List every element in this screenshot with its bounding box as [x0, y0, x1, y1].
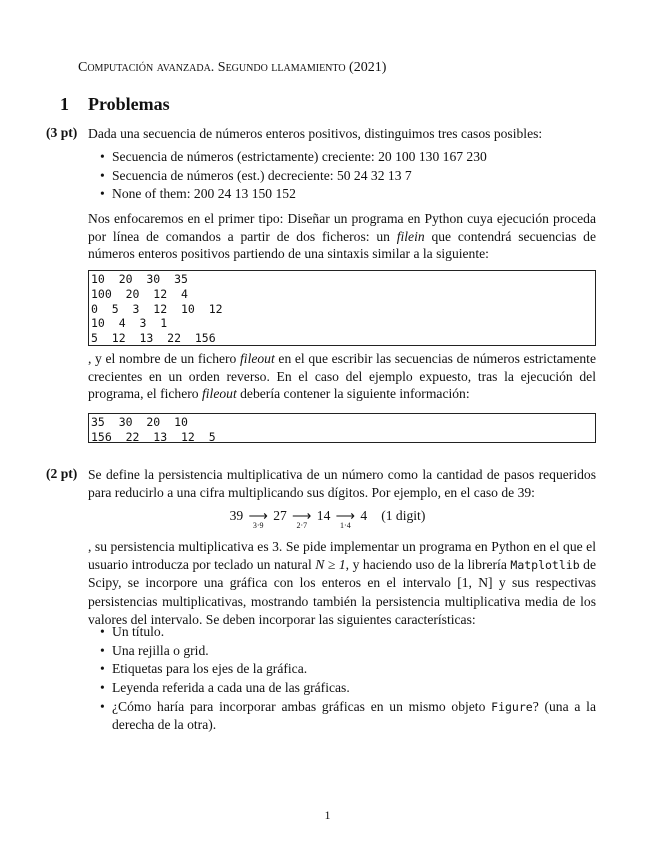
fileout-term: fileout	[240, 351, 275, 366]
code-line: 100 20 12 4	[91, 286, 188, 301]
list-item: • Etiquetas para los ejes de la gráfica.	[100, 660, 596, 679]
arrow-icon: ⟶ 3·9	[246, 508, 270, 524]
formula-step: 27	[273, 508, 287, 523]
problem1-points: (3 pt)	[46, 125, 78, 140]
list-item: • None of them: 200 24 13 150 152	[100, 185, 487, 204]
formula-step: 39	[229, 508, 244, 523]
arrow-label: 1·4	[340, 521, 351, 530]
problem1-cases-list	[100, 148, 487, 204]
arrow-icon: ⟶ 2·7	[290, 508, 314, 524]
math: N ≥ 1	[315, 557, 346, 573]
text: , y el nombre de un fichero	[88, 351, 241, 366]
arrow-label: 3·9	[252, 521, 264, 530]
formula-note: (1 digit)	[381, 508, 426, 523]
text: que contendrá secuencias de números enteros positivos partiendo de una sintaxis similar a la siguiente:	[88, 228, 596, 261]
text: y sus respectivas persistencias multiplicativas, mostrando también la persistencia multiplicativa media de los valores del intervalo. Se deben incorporar las siguientes características:	[88, 575, 597, 627]
text: , y haciendo uso de la librería	[345, 557, 511, 573]
section-heading	[60, 94, 170, 115]
text: en el que escribir las secuencias de números estrictamente crecientes en un orden reverso. En el caso del ejemplo expuesto, tras la ejecución del programa, el fichero	[88, 351, 596, 401]
text: , su persistencia multiplicativa es 3. Se pide implementar un programa en Python en el que el usuario introducza por teclado un natural	[88, 539, 596, 573]
section-number: 1	[60, 94, 69, 114]
list-item	[100, 698, 596, 733]
problem2-intro: Se define la persistencia multiplicativa de un número como la cantidad de pasos requeridos para reducirlo a una cifra multiplicando sus dígitos. Por ejemplo, en el caso de 39:	[88, 467, 596, 500]
filein-term: filein	[396, 228, 425, 244]
problem1-paragraph-2	[88, 350, 596, 403]
text: debería contener la siguiente información:	[236, 386, 470, 401]
output-example-box	[88, 413, 596, 443]
code-line: 0 5 3 12 10 12	[91, 301, 223, 316]
problem2-points: (2 pt)	[46, 466, 78, 481]
list-item: • Una rejilla o grid.	[100, 642, 596, 661]
code-line: 156 22 13 12 5	[91, 429, 216, 444]
arrow-icon: ⟶ 1·4	[333, 508, 357, 524]
text: de Scipy, se incorpore una gráfica con los enteros en el intervalo	[88, 557, 596, 591]
running-header: Computación avanzada. Segundo llamamiento (2021)	[78, 60, 387, 75]
text: ¿Cómo haría para incorporar ambas gráficas en un mismo objeto	[112, 698, 492, 714]
problem2-paragraph	[88, 538, 596, 629]
list-item: • Secuencia de números (estrictamente) creciente: 20 100 130 167 230	[100, 148, 487, 167]
text: ? (una a la derecha de la otra).	[112, 698, 596, 732]
list-item: • Leyenda referida a cada una de las gráficas.	[100, 679, 596, 698]
formula-step: 14	[316, 508, 331, 523]
persistence-formula	[0, 508, 655, 530]
page-number: 1	[324, 808, 331, 822]
input-example-box	[88, 270, 596, 346]
list-item: • Un título.	[100, 623, 596, 642]
section-title: Problemas	[88, 94, 170, 114]
code-term: Figure	[491, 699, 533, 714]
fileout-term: fileout	[201, 386, 237, 401]
code-line: 10 4 3 1	[91, 316, 168, 331]
problem1-paragraph-1	[88, 210, 596, 263]
formula-step: 4	[360, 508, 368, 523]
code-line: 5 12 13 22 156	[91, 331, 216, 346]
code-line: 35 30 20 10	[91, 415, 188, 429]
problem2-features-list	[100, 623, 596, 733]
arrow-label: 2·7	[296, 521, 308, 530]
list-item: • Secuencia de números (est.) decreciente: 50 24 32 13 7	[100, 167, 487, 186]
library-name: Matplotlib	[510, 558, 580, 573]
problem1-intro: Dada una secuencia de números enteros positivos, distinguimos tres casos posibles:	[88, 126, 543, 141]
text: Nos enfocaremos en el primer tipo: Diseñar un programa en Python cuya ejecución proceda por línea de comandos a partir de dos ficheros: un	[88, 211, 596, 244]
math: [1, N]	[457, 575, 493, 591]
code-line: 10 20 30 35	[91, 272, 188, 286]
